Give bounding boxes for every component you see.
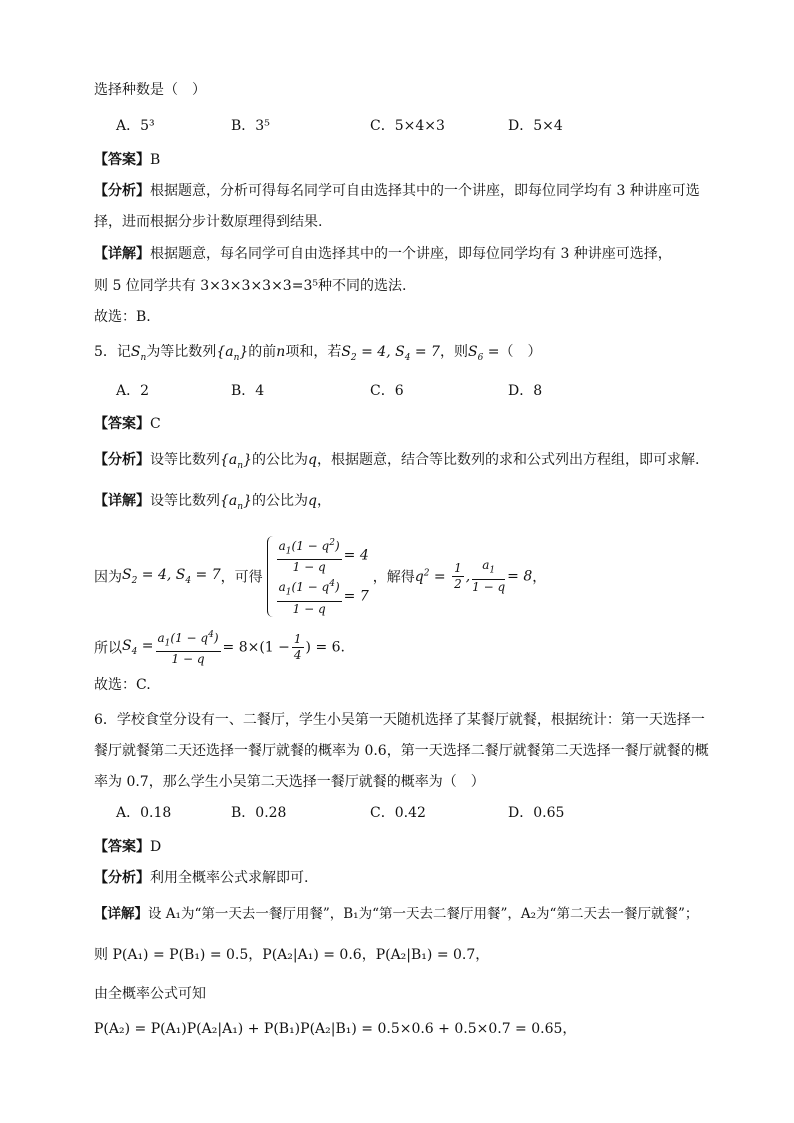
- q5-detail-system-line: 因为$S_2 = 4$, $S_4 = 7$，可得 $\frac{a_1(1 - q^2)}{1 - q}$ = 4 $\frac{a_1(1 - q^4)}{1 - q}$ = 7 ，解得$q^2$ = $\frac{1}{2}$ , $\frac{a_1}{1 - q}$ = 8，: [94, 538, 547, 616]
- answer-tag: 【答案】: [94, 839, 150, 855]
- q4-option-c: C．5×4×3: [370, 118, 445, 134]
- q6-option-b: B．0.28: [231, 805, 287, 821]
- q4-analysis-line-2: 择，进而根据分步计数原理得到结果.: [94, 214, 323, 230]
- q5-detail-a: 设等比数列: [150, 493, 220, 509]
- q6-detail-line-2: 则 P(A₁) = P(B₁) = 0.5，P(A₂|A₁) = 0.6，P(A₂|B₁) = 0.7，: [94, 947, 490, 963]
- q5-detail-line-1: 【详解】设等比数列$\{a_n\}$的公比为q，: [94, 493, 331, 512]
- answer-tag: 【答案】: [94, 152, 150, 168]
- q5-eq-tail: = 8×(1 −: [222, 639, 290, 656]
- q5-analysis-a: 设等比数列: [150, 452, 220, 468]
- q6-analysis-line: [94, 868, 308, 888]
- q4-option-b: B．3⁵: [231, 118, 270, 134]
- q5-can-get: ，可得: [220, 569, 263, 586]
- q4-option-d: D．5×4: [508, 118, 563, 134]
- q5-analysis-line: 【分析】设等比数列$\{a_n\}$的公比为q，根据题意，结合等比数列的求和公式列出方程组，即可求解.: [94, 452, 700, 471]
- q5-detail-c: ，: [316, 493, 331, 509]
- q6-stem-2: 餐厅就餐第二天还选择一餐厅就餐的概率为 0.6，第一天选择二餐厅就餐第二天选择一餐厅就餐的概: [94, 743, 709, 759]
- q6-detail-line-3: 由全概率公式可知: [94, 986, 206, 1002]
- q6-option-c: C．0.42: [370, 805, 426, 821]
- q4-conclusion: 故选：B.: [94, 309, 151, 325]
- q5-stem: 5．记$S_n$为等比数列$\{a_n\}$的前n项和，若$S_2 = 4$, $S_4 = 7$，则$S_6$ =（ ）: [94, 344, 542, 363]
- q5-because: 因为: [94, 569, 122, 586]
- q5-result-line: 所以$S_4$ = $\frac{a_1(1 - q^4)}{1 - q}$ = 8×(1 − $\frac{1}{4}$ ) = 6.: [94, 630, 345, 667]
- q6-option-d: D．0.65: [508, 805, 565, 821]
- q6-stem-3: 率为 0.7，那么学生小吴第二天选择一餐厅就餐的概率为（ ）: [94, 774, 485, 790]
- q5-option-b: B．4: [231, 383, 265, 399]
- q5-detail-b: 的公比为: [251, 493, 308, 509]
- q5-answer-line: [94, 414, 161, 434]
- q5-stem-mid4: ，则: [439, 344, 468, 360]
- q4-analysis-text-1: 根据题意，分析可得每名同学可自由选择其中的一个讲座，即每位同学均有 3 种讲座可选: [150, 183, 700, 199]
- q5-option-c: C．6: [370, 383, 404, 399]
- q5-analysis-b: 的公比为: [251, 452, 308, 468]
- q6-detail-line-1: [94, 904, 698, 924]
- q5-option-a: A．2: [116, 383, 150, 399]
- q5-solve: ，解得: [372, 569, 415, 586]
- q5-stem-mid1: 为等比数列: [146, 344, 217, 360]
- analysis-tag: 【分析】: [94, 452, 150, 468]
- q5-conclusion: 故选：C.: [94, 677, 151, 693]
- q4-stem-end: 选择种数是（ ）: [94, 82, 206, 98]
- detail-tag: 【详解】: [94, 493, 150, 509]
- q4-answer: B: [150, 152, 161, 168]
- q6-stem-1: 6．学校食堂分设有一、二餐厅，学生小吴第一天随机选择了某餐厅就餐，根据统计：第一天选择一: [94, 712, 705, 728]
- analysis-tag: 【分析】: [94, 183, 150, 199]
- answer-tag: 【答案】: [94, 416, 150, 432]
- detail-tag: 【详解】: [94, 246, 150, 262]
- q6-answer-line: [94, 837, 161, 857]
- q5-stem-mid2: 的前: [248, 344, 277, 360]
- q5-stem-mid3: 项和，若: [285, 344, 342, 360]
- q5-stem-end: （ ）: [499, 344, 542, 360]
- q4-option-a: A．5³: [116, 118, 155, 134]
- q4-detail-line-2: 则 5 位同学共有 3×3×3×3×3=3⁵种不同的选法.: [94, 278, 407, 294]
- q4-detail-line-1: [94, 244, 672, 264]
- q4-answer-line: [94, 150, 160, 170]
- q6-option-a: A．0.18: [116, 805, 172, 821]
- q6-answer: D: [150, 839, 162, 855]
- q6-analysis-text: 利用全概率公式求解即可.: [150, 870, 309, 886]
- q5-stem-prefix: 5．记: [94, 344, 131, 360]
- analysis-tag: 【分析】: [94, 870, 150, 886]
- q5-option-d: D．8: [508, 383, 543, 399]
- q5-therefore: 所以: [94, 640, 122, 657]
- q4-detail-text-1: 根据题意，每名同学可自由选择其中的一个讲座，即每位同学均有 3 种讲座可选择，: [150, 246, 672, 262]
- q5-answer: C: [150, 416, 161, 432]
- q4-analysis-line-1: [94, 181, 700, 201]
- equation-system: $\frac{a_1(1 - q^2)}{1 - q}$ = 4 $\frac{a_1(1 - q^4)}{1 - q}$ = 7: [267, 536, 369, 617]
- q6-detail-line-4: P(A₂) = P(A₁)P(A₂|A₁) + P(B₁)P(A₂|B₁) = 0.5×0.6 + 0.5×0.7 = 0.65，: [94, 1021, 577, 1037]
- q6-detail-text-1: 设 A₁为“第一天去一餐厅用餐”，B₁为“第一天去二餐厅用餐”，A₂为“第二天去一餐厅就餐”；: [148, 906, 699, 922]
- q5-analysis-c: ，根据题意，结合等比数列的求和公式列出方程组，即可求解.: [316, 452, 700, 468]
- detail-tag: 【详解】: [94, 906, 148, 922]
- q5-eq-end: ) = 6.: [305, 639, 345, 656]
- q5-sep: ，: [532, 569, 547, 586]
